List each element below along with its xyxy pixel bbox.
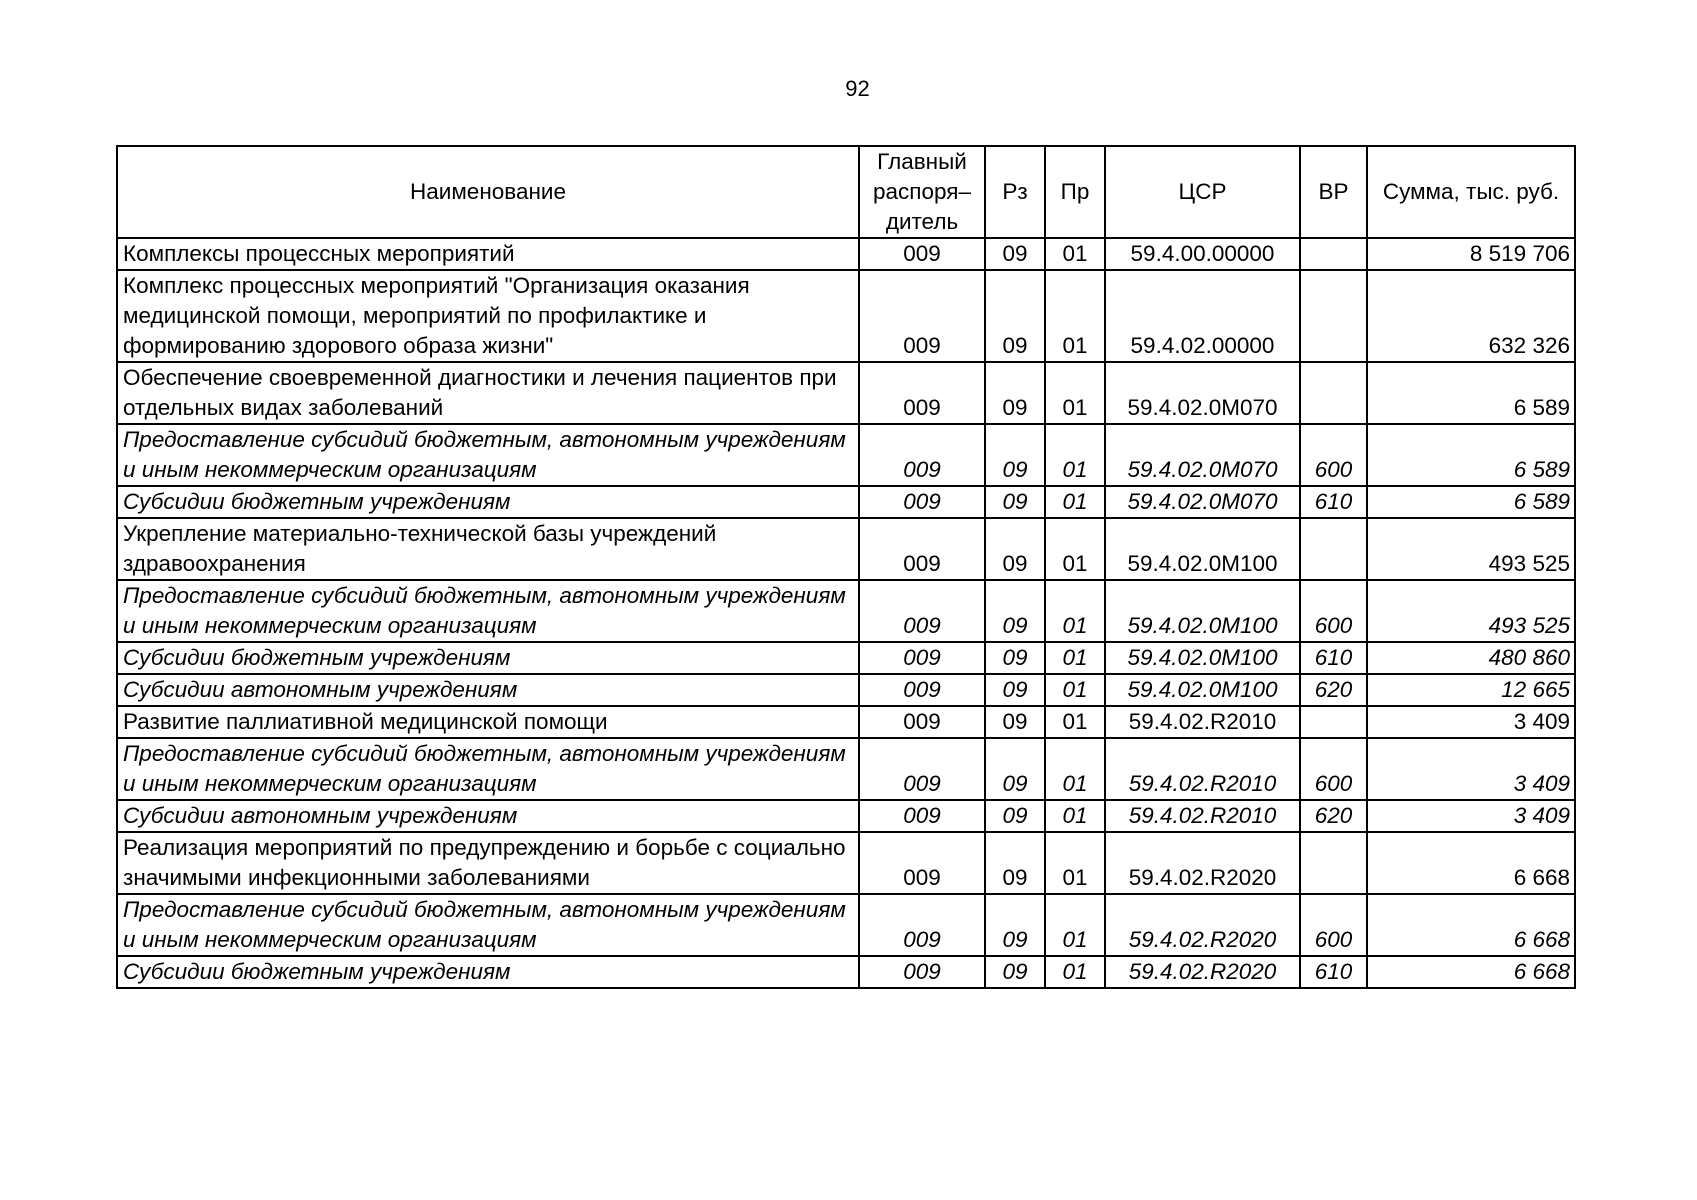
cell-rz: 09 [985,362,1045,424]
cell-grbs: 009 [859,580,985,642]
table-body [117,238,1575,988]
cell-name: Реализация мероприятий по предупреждению и борьбе с социально значимыми инфекционными заболеваниями [117,832,859,894]
cell-pr: 01 [1045,362,1105,424]
cell-rz: 09 [985,674,1045,706]
cell-vr: 620 [1300,674,1367,706]
cell-rz: 09 [985,270,1045,362]
cell-rz: 09 [985,956,1045,988]
cell-vr: 600 [1300,894,1367,956]
cell-csr: 59.4.02.0М070 [1105,486,1300,518]
cell-rz: 09 [985,424,1045,486]
budget-table [116,145,1576,989]
cell-name: Обеспечение своевременной диагностики и лечения пациентов при отдельных видах заболеваний [117,362,859,424]
cell-vr [1300,518,1367,580]
cell-name: Предоставление субсидий бюджетным, автономным учреждениям и иным некоммерческим организациям [117,738,859,800]
cell-csr: 59.4.02.0М100 [1105,580,1300,642]
header-grbs: Главный распоря– дитель [859,146,985,238]
cell-pr: 01 [1045,486,1105,518]
cell-csr: 59.4.02.R2020 [1105,894,1300,956]
cell-csr: 59.4.02.R2010 [1105,706,1300,738]
table-row [117,738,1575,800]
cell-vr [1300,362,1367,424]
cell-vr: 620 [1300,800,1367,832]
header-sum: Сумма, тыс. руб. [1367,146,1575,238]
cell-pr: 01 [1045,894,1105,956]
cell-name: Комплекс процессных мероприятий "Организация оказания медицинской помощи, мероприятий по профилактике и формированию здорового образа жизни" [117,270,859,362]
cell-grbs: 009 [859,238,985,270]
cell-pr: 01 [1045,706,1105,738]
cell-name: Комплексы процессных мероприятий [117,238,859,270]
cell-rz: 09 [985,580,1045,642]
cell-pr: 01 [1045,800,1105,832]
table-row [117,832,1575,894]
cell-pr: 01 [1045,270,1105,362]
cell-name: Укрепление материально-технической базы учреждений здравоохранения [117,518,859,580]
cell-sum: 480 860 [1367,642,1575,674]
table-row [117,424,1575,486]
cell-rz: 09 [985,800,1045,832]
cell-sum: 3 409 [1367,800,1575,832]
cell-rz: 09 [985,706,1045,738]
cell-sum: 12 665 [1367,674,1575,706]
cell-vr: 600 [1300,424,1367,486]
cell-sum: 6 668 [1367,832,1575,894]
cell-pr: 01 [1045,832,1105,894]
cell-sum: 3 409 [1367,738,1575,800]
cell-rz: 09 [985,894,1045,956]
cell-grbs: 009 [859,674,985,706]
cell-sum: 6 589 [1367,362,1575,424]
table-row [117,894,1575,956]
cell-vr: 610 [1300,956,1367,988]
cell-vr [1300,270,1367,362]
cell-csr: 59.4.02.0М070 [1105,362,1300,424]
cell-grbs: 009 [859,800,985,832]
cell-name: Развитие паллиативной медицинской помощи [117,706,859,738]
cell-sum: 6 589 [1367,486,1575,518]
cell-csr: 59.4.02.00000 [1105,270,1300,362]
cell-rz: 09 [985,238,1045,270]
cell-csr: 59.4.02.R2010 [1105,800,1300,832]
cell-name: Предоставление субсидий бюджетным, автономным учреждениям и иным некоммерческим организациям [117,580,859,642]
header-vr: ВР [1300,146,1367,238]
table-row [117,362,1575,424]
cell-sum: 3 409 [1367,706,1575,738]
cell-pr: 01 [1045,238,1105,270]
header-csr: ЦСР [1105,146,1300,238]
table-row [117,642,1575,674]
header-name: Наименование [117,146,859,238]
cell-name: Предоставление субсидий бюджетным, автономным учреждениям и иным некоммерческим организациям [117,424,859,486]
cell-grbs: 009 [859,642,985,674]
cell-csr: 59.4.00.00000 [1105,238,1300,270]
cell-sum: 6 668 [1367,894,1575,956]
cell-sum: 493 525 [1367,518,1575,580]
cell-pr: 01 [1045,956,1105,988]
cell-grbs: 009 [859,486,985,518]
cell-csr: 59.4.02.R2010 [1105,738,1300,800]
cell-csr: 59.4.02.R2020 [1105,956,1300,988]
cell-vr: 600 [1300,738,1367,800]
cell-grbs: 009 [859,270,985,362]
cell-rz: 09 [985,642,1045,674]
cell-csr: 59.4.02.0М100 [1105,518,1300,580]
cell-vr: 600 [1300,580,1367,642]
cell-vr: 610 [1300,642,1367,674]
table-row [117,518,1575,580]
cell-grbs: 009 [859,894,985,956]
cell-vr [1300,238,1367,270]
cell-rz: 09 [985,486,1045,518]
cell-pr: 01 [1045,674,1105,706]
cell-grbs: 009 [859,738,985,800]
cell-grbs: 009 [859,362,985,424]
cell-sum: 8 519 706 [1367,238,1575,270]
table-row [117,580,1575,642]
cell-pr: 01 [1045,642,1105,674]
cell-vr [1300,706,1367,738]
header-rz: Рз [985,146,1045,238]
cell-vr: 610 [1300,486,1367,518]
cell-grbs: 009 [859,518,985,580]
cell-grbs: 009 [859,424,985,486]
cell-sum: 6 668 [1367,956,1575,988]
cell-vr [1300,832,1367,894]
cell-name: Субсидии автономным учреждениям [117,800,859,832]
page-number: 92 [845,76,870,101]
cell-name: Субсидии бюджетным учреждениям [117,956,859,988]
table-row [117,486,1575,518]
cell-pr: 01 [1045,518,1105,580]
table-header [117,146,1575,238]
table-row [117,674,1575,706]
header-pr: Пр [1045,146,1105,238]
cell-csr: 59.4.02.0М100 [1105,674,1300,706]
cell-sum: 493 525 [1367,580,1575,642]
cell-grbs: 009 [859,832,985,894]
cell-rz: 09 [985,832,1045,894]
cell-csr: 59.4.02.0М070 [1105,424,1300,486]
cell-name: Субсидии автономным учреждениям [117,674,859,706]
cell-name: Субсидии бюджетным учреждениям [117,642,859,674]
cell-pr: 01 [1045,424,1105,486]
cell-pr: 01 [1045,738,1105,800]
cell-pr: 01 [1045,580,1105,642]
cell-rz: 09 [985,518,1045,580]
cell-sum: 6 589 [1367,424,1575,486]
table-row [117,800,1575,832]
cell-csr: 59.4.02.0М100 [1105,642,1300,674]
cell-name: Предоставление субсидий бюджетным, автономным учреждениям и иным некоммерческим организациям [117,894,859,956]
cell-name: Субсидии бюджетным учреждениям [117,486,859,518]
cell-csr: 59.4.02.R2020 [1105,832,1300,894]
cell-sum: 632 326 [1367,270,1575,362]
table-row [117,706,1575,738]
table-row [117,270,1575,362]
table-row [117,956,1575,988]
cell-grbs: 009 [859,956,985,988]
cell-rz: 09 [985,738,1045,800]
table-row [117,238,1575,270]
cell-grbs: 009 [859,706,985,738]
